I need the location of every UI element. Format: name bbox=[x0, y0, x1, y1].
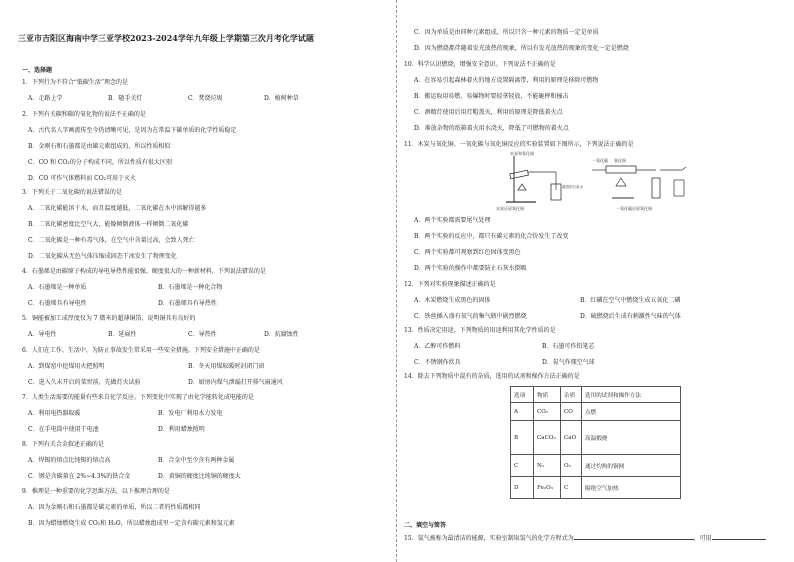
question-stem: 6．人们在工作、生活中，为防止事故发生常采用一些安全措施，下列安全措施中正确的是 bbox=[22, 347, 260, 354]
option: D．氦气作探空气球 bbox=[542, 359, 595, 366]
option: A．到煤窑中挖煤用火把照明 bbox=[28, 363, 105, 370]
table-header-row bbox=[511, 387, 681, 403]
option: D．二氧化碳从无色气体压缩成固态干冰发生了物理变化 bbox=[28, 253, 177, 260]
option: A．在容易引起森林着火的地方设置隔离带，利用的原理是移除可燃物 bbox=[414, 77, 599, 84]
diagram-label: 一氧化碳 bbox=[592, 158, 608, 163]
option: C．不锈钢作炊具 bbox=[414, 359, 461, 366]
option: D．植树种草 bbox=[264, 95, 299, 102]
table-cell: CaO bbox=[561, 421, 582, 455]
question-text: 15．氢气被称为最清洁的能源，实验室制取氢气的化学方程式为 bbox=[404, 535, 574, 542]
option: A．石墨烯是一种单质 bbox=[28, 284, 87, 291]
table-cell: 点燃 bbox=[582, 403, 681, 421]
option: A．乙醇可作燃料 bbox=[414, 343, 461, 350]
diagram-label: 澄清的石灰水 bbox=[562, 185, 583, 189]
option: B．延展性 bbox=[108, 331, 137, 338]
option: D．堆放杂物的纸箱着火用水浇灭，降低了可燃物的着火点 bbox=[414, 125, 569, 132]
option: D．黄铜的硬度比纯铜的硬度大 bbox=[158, 473, 241, 480]
table-cell: C bbox=[511, 455, 534, 477]
option: D．硫燃烧后生成有刺激性气味的气体 bbox=[580, 313, 681, 320]
table-cell: Fe₂O₃ bbox=[534, 477, 561, 499]
table-cell: C bbox=[561, 477, 582, 499]
diagram-label: 氧化铜 bbox=[614, 158, 626, 163]
table-header-cell: 选项 bbox=[511, 387, 534, 403]
question-stem: 8．下列有关合金叙述正确的是 bbox=[22, 441, 104, 448]
table-row bbox=[511, 477, 681, 499]
option: A．焊锡的熔点比纯锡的熔点高 bbox=[28, 457, 111, 464]
option: C．二氧化碳是一种有毒气体，在空气中含量过高，会致人死亡 bbox=[28, 237, 195, 244]
question-text: ，可用 bbox=[693, 535, 712, 542]
option: B．冬天用煤取暖时封闭门窗 bbox=[188, 363, 265, 370]
option: B．石墨可作铅笔芯 bbox=[542, 343, 595, 350]
section-heading: 二、填空与简答 bbox=[404, 522, 447, 529]
option: D．厨房内煤气泄漏打开排气扇通风 bbox=[188, 379, 283, 386]
question-stem: 1．下列行为不符合“低碳生活”理念的是 bbox=[22, 79, 128, 86]
option: B．两个实验的反应中，都只有碳元素的化合价发生了改变 bbox=[414, 233, 569, 240]
table-cell: 通过灼热的铜网 bbox=[582, 455, 681, 477]
question-stem: 12．下列对实验现象描述正确的是 bbox=[404, 281, 496, 288]
option: B．金刚石和石墨都是由碳元素组成的，所以性质相似 bbox=[28, 143, 171, 150]
option: C．在手电筒中使用干电池 bbox=[28, 426, 99, 433]
option: C．铁丝插入盛有氧气的集气瓶中剧烈燃烧 bbox=[414, 313, 527, 320]
table-cell: CO₂ bbox=[534, 403, 561, 421]
question-stem: 13．性质决定用途，下列物质的用途利用其化学性质的是 bbox=[404, 327, 556, 334]
question-stem: 2．下列有关碳和碳的氧化物的说法不正确的是 bbox=[22, 111, 146, 118]
question-stem: 3．下列关于二氧化碳的说法错误的是 bbox=[22, 189, 122, 196]
option: C．导热性 bbox=[188, 331, 217, 338]
option: D．因为燃烧都伴随着发光放热的现象，所以有发光放热的现象的变化一定是燃烧 bbox=[414, 45, 629, 52]
table-cell: A bbox=[511, 403, 534, 421]
table-row bbox=[511, 403, 681, 421]
question-stem: 7．人类生活需要的能量有些来自化学反应。下列变化中实现了由化学能转化成电能的是 bbox=[22, 394, 254, 401]
question-stem: 9．推理是一种重要的化学思维方法，以下推理合理的是 bbox=[22, 488, 170, 495]
table-cell: D bbox=[511, 477, 534, 499]
option: A．走路上学 bbox=[28, 95, 63, 102]
apparatus-diagram bbox=[496, 150, 696, 214]
option: C．钢是含碳量在 2%~4.3%的铁合金 bbox=[28, 473, 131, 480]
option: A．利用电热器取暖 bbox=[28, 410, 81, 417]
option: A．因为金刚石和石墨都是碳元素的单质，所以二者的性质都相同 bbox=[28, 504, 201, 511]
option: A．古代名人字画流传至今仍清晰可见，是因为在常温下碳单质的化学性质稳定 bbox=[28, 127, 237, 134]
option: A．两个实验都需要尾气处理 bbox=[414, 217, 491, 224]
option: C．进入久未开启的菜窖前，先做灯火试验 bbox=[28, 379, 141, 386]
option: D．CO 可作气体燃料而 CO₂可用于灭火 bbox=[28, 175, 137, 182]
table-cell: CO bbox=[561, 403, 582, 421]
table-header-cell: 选用的试剂和操作方法 bbox=[582, 387, 681, 403]
table-cell: CaCO₃ bbox=[534, 421, 561, 455]
option: C．因为单质是由同种元素组成，所以只含一种元素的物质一定是单质 bbox=[414, 29, 599, 36]
table-row bbox=[511, 421, 681, 455]
option: A．木炭燃烧生成黑色的固体 bbox=[414, 297, 491, 304]
table-header-cell: 杂质 bbox=[561, 387, 582, 403]
option: B．随手关灯 bbox=[108, 95, 143, 102]
option: B．搬运取用易燃、易爆物时要轻拿轻放，不能砸摔和撞击 bbox=[414, 93, 569, 100]
table-cell: N₂ bbox=[534, 455, 561, 477]
option: B．红磷在空气中燃烧生成五氧化二磷 bbox=[580, 297, 681, 304]
option: D．石墨烯具有导热性 bbox=[158, 300, 217, 307]
option: D．利用蜡烛照明 bbox=[158, 426, 205, 433]
table-cell: O₂ bbox=[561, 455, 582, 477]
option: D．抗腐蚀性 bbox=[264, 331, 299, 338]
table-cell: B bbox=[511, 421, 534, 455]
option: C．两个实验都可观察到红色固体变黑色 bbox=[414, 249, 521, 256]
option: B．合金中至少含有两种金属 bbox=[158, 457, 235, 464]
diagram-label: 木炭和氧化铜 bbox=[510, 151, 534, 156]
table-cell: 高温煅烧 bbox=[582, 421, 681, 455]
table-cell: 隔绝空气加热 bbox=[582, 477, 681, 499]
question-stem bbox=[404, 534, 766, 542]
diagram-caption: 一氧化碳还原氧化铜 bbox=[616, 206, 652, 211]
option: B．二氧化碳密度比空气大，能像倾倒液体一样倾倒二氧化碳 bbox=[28, 221, 189, 228]
question-stem: 5．铜能被加工成厚度仅为 7 微米的超薄铜箔，说明铜具有良好的 bbox=[22, 315, 196, 322]
option: C．焚烧垃圾 bbox=[188, 95, 223, 102]
question-stem: 4．石墨烯是由碳原子构成的导电导热性能很强、硬度很大的一种新材料，下列说法错误的是 bbox=[22, 268, 266, 275]
option: C．CO 和 CO₂的分子构成不同，所以性质有很大区别 bbox=[28, 159, 172, 166]
question-stem: 10．科学认识燃烧，增强安全意识。下列说法不正确的是 bbox=[404, 61, 556, 68]
question-stem: 14．除去下列物质中混有的杂质，选用的试剂和操作方法正确的是 bbox=[404, 373, 580, 380]
section-heading: 一、选择题 bbox=[22, 67, 53, 74]
diagram-caption: 木炭还原氧化铜 bbox=[496, 206, 524, 211]
column-divider bbox=[396, 0, 398, 562]
answer-blank bbox=[712, 534, 766, 540]
table-header-cell: 物质 bbox=[534, 387, 561, 403]
option: B．石墨烯是一种化合物 bbox=[158, 284, 223, 291]
option: B．发电厂利用水力发电 bbox=[158, 410, 223, 417]
question-stem: 11．木炭与氧化铜、一氧化碳与氧化铜反应的实验装置如下图所示，下列说法正确的是 bbox=[404, 141, 634, 148]
option: C．酒精灯使用后用灯帽盖灭，利用的原理是降低着火点 bbox=[414, 109, 563, 116]
option: D．两个实验的操作中都要防止石灰水倒吸 bbox=[414, 265, 527, 272]
option: C．石墨烯具有导电性 bbox=[28, 300, 87, 307]
answer-blank bbox=[574, 534, 694, 540]
table-row bbox=[511, 455, 681, 477]
option: A．二氧化碳能溶于水，而且温度越低，二氧化碳在水中溶解得越多 bbox=[28, 205, 207, 212]
page-title: 三亚市吉阳区海南中学三亚学校2023-2024学年九年级上学期第三次月考化学试题 bbox=[18, 33, 314, 43]
options-table bbox=[510, 386, 681, 499]
option: A．导电性 bbox=[28, 331, 57, 338]
option: B．因为蜡烛燃烧生成 CO₂和 H₂O，所以蜡烛组成里一定含有碳元素和氢元素 bbox=[28, 520, 235, 527]
